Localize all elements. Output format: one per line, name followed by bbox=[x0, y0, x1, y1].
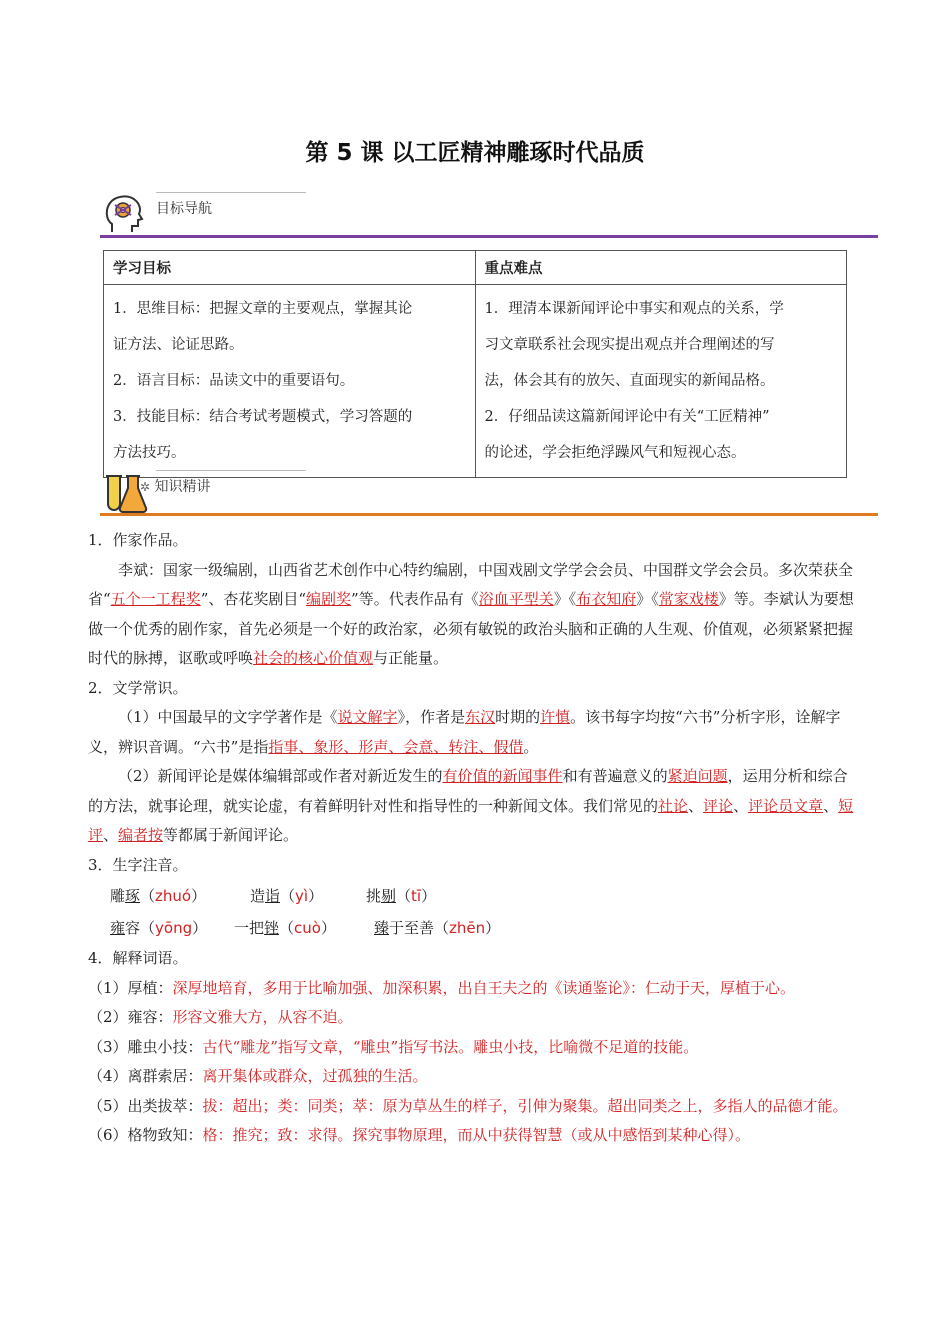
annotated-char: 琢 bbox=[125, 887, 141, 905]
pinyin: yì bbox=[295, 887, 309, 905]
cell-line: 证方法、论证思路。 bbox=[113, 337, 244, 353]
pinyin: yōng bbox=[155, 919, 193, 937]
text: 李斌：国家一级编剧，山西省艺术创作中心特约编剧，中国戏剧文学学会会员、中国群文学会会员。多次荣获全省“ bbox=[88, 560, 854, 608]
text: 等都属于新闻评论。 bbox=[163, 826, 299, 844]
table-cell-goals bbox=[104, 285, 476, 478]
text: 和有普遍意义的 bbox=[562, 767, 668, 785]
definition: 格：推究；致：求得。探究事物原理，而从中获得智慧（或从中感悟到某种心得）。 bbox=[202, 1126, 751, 1144]
cell-line: 的论述，学会拒绝浮躁风气和短视心态。 bbox=[484, 445, 746, 461]
text: 》《 bbox=[553, 590, 577, 608]
head-gear-icon bbox=[102, 192, 148, 236]
section-heading: 4．解释词语。 bbox=[88, 949, 188, 967]
section-label-text: 知识精讲 bbox=[154, 479, 211, 495]
definition-item bbox=[88, 1003, 860, 1033]
text: 、 bbox=[103, 826, 119, 844]
key-term: 五个一工程奖 bbox=[110, 590, 201, 608]
pinyin: zhēn bbox=[449, 919, 486, 937]
pinyin: zhuó bbox=[155, 887, 192, 905]
cell-line: 3．技能目标：结合考试考题模式，学习答题的 bbox=[113, 409, 413, 425]
section-header-goals bbox=[100, 192, 878, 238]
table-header: 重点难点 bbox=[475, 251, 847, 285]
divider bbox=[156, 192, 306, 193]
section-label bbox=[140, 476, 211, 496]
key-term: 社论 bbox=[658, 796, 689, 815]
term: （6）格物致知： bbox=[88, 1126, 203, 1144]
section-label: 目标导航 bbox=[156, 201, 212, 217]
text: 》《 bbox=[636, 590, 659, 608]
text: 、 bbox=[823, 796, 839, 815]
text: 》，作者是 bbox=[397, 708, 466, 726]
page-title: 第 5 课 以工匠精神雕琢时代品质 bbox=[305, 140, 645, 166]
section-heading: 2．文学常识。 bbox=[88, 678, 188, 697]
annotated-char: 剔 bbox=[381, 887, 397, 905]
text: ”等。代表作品有《 bbox=[351, 590, 479, 608]
paragraph-news-commentary bbox=[88, 762, 860, 851]
paragraph-author bbox=[88, 556, 860, 674]
definition-item bbox=[88, 974, 860, 1004]
annotated-char: 诣 bbox=[265, 887, 281, 905]
definition: 形容文雅大方，从容不迫。 bbox=[172, 1008, 353, 1026]
term: （3）雕虫小技： bbox=[88, 1037, 203, 1056]
definition-item bbox=[88, 1062, 860, 1092]
divider bbox=[100, 513, 878, 516]
pinyin-item: 一把锉（cuò） bbox=[234, 919, 336, 937]
goals-table bbox=[103, 250, 847, 478]
key-term: 评论 bbox=[703, 796, 734, 815]
pinyin-row bbox=[88, 912, 860, 944]
pinyin-item: 雕琢（zhuó） bbox=[110, 887, 207, 905]
word-part: 造 bbox=[250, 887, 266, 905]
definition: 深厚地培育，多用于比喻加强、加深积累，出自王夫之的《读通鉴论》：仁动于天，厚植于心。 bbox=[172, 978, 796, 997]
text: 时期的 bbox=[495, 708, 541, 726]
text: ，运用分析和综合的方法，就事论理，就实论虚，有着鲜明针对性和指导性的一种新闻文体。我们常见的 bbox=[88, 767, 848, 815]
definition: 拔：超出；类：同类；萃：原为草丛生的样子，引伸为聚集。超出同类之上，多指人的品德才能。 bbox=[202, 1096, 848, 1115]
annotated-char: 雍 bbox=[110, 919, 126, 937]
definition-item bbox=[88, 1121, 860, 1151]
cell-line: 法，体会其有的放矢、直面现实的新闻品格。 bbox=[484, 373, 775, 389]
term: （1）厚植： bbox=[88, 978, 173, 997]
key-term: 紧迫问题 bbox=[667, 767, 728, 785]
section-heading: 1．作家作品。 bbox=[88, 531, 188, 549]
divider bbox=[100, 235, 878, 238]
pinyin-item: 臻于至善（zhēn） bbox=[374, 919, 501, 937]
divider bbox=[156, 470, 306, 471]
definition: 古代“雕龙”指写文章，“雕虫”指写书法。雕虫小技，比喻微不足道的技能。 bbox=[202, 1037, 699, 1056]
key-term: 说文解字 bbox=[337, 708, 398, 726]
key-term: 布衣知府 bbox=[576, 590, 637, 608]
text: ”、杏花奖剧目“ bbox=[200, 590, 307, 608]
text: 。 bbox=[523, 737, 539, 756]
text: 与正能量。 bbox=[373, 649, 449, 667]
key-term: 许慎 bbox=[540, 708, 571, 726]
table-row bbox=[104, 285, 847, 478]
term: （2）雍容： bbox=[88, 1008, 173, 1026]
pinyin-item: 雍容（yōng） bbox=[110, 919, 208, 937]
table-header: 学习目标 bbox=[104, 251, 476, 285]
cell-line: 2．仔细品读这篇新闻评论中有关“工匠精神” bbox=[484, 409, 770, 425]
cell-line: 习文章联系社会现实提出观点并合理阐述的写 bbox=[484, 337, 775, 353]
section-heading: 3．生字注音。 bbox=[88, 855, 188, 874]
key-term: 有价值的新闻事件 bbox=[442, 767, 563, 785]
table-header-row bbox=[104, 251, 847, 285]
cell-line: 2．语言目标：品读文中的重要语句。 bbox=[113, 373, 355, 389]
text: 》等。李斌认为要想做一个优秀的剧作家，首先必须是一个好的政治家，必须有敏锐的政治头脑和正确的人生观、价值观，必须紧紧把握时代的脉搏，讴歌或呼唤 bbox=[88, 590, 854, 667]
word-part: 一把 bbox=[234, 919, 265, 937]
pinyin-item: 挑剔（tī） bbox=[366, 887, 437, 905]
key-term: 常家戏楼 bbox=[658, 590, 719, 608]
paragraph-shuowen bbox=[88, 703, 860, 762]
text: 。该书每字均按“六书”分析字形，诠解字义，辨识音调。“六书”是指 bbox=[88, 708, 841, 756]
term: （4）离群索居： bbox=[88, 1067, 203, 1085]
annotated-char: 锉 bbox=[264, 919, 280, 937]
pinyin-item: 造诣（yì） bbox=[250, 887, 324, 905]
cell-line: 方法技巧。 bbox=[113, 445, 186, 461]
definition: 离开集体或群众，过孤独的生活。 bbox=[202, 1067, 428, 1085]
pinyin: tī bbox=[411, 887, 422, 905]
word-part: 于至善 bbox=[389, 919, 435, 937]
sparkle-icon: ✲ bbox=[140, 480, 151, 494]
term: （5）出类拔萃： bbox=[88, 1096, 203, 1115]
table-cell-focus bbox=[475, 285, 847, 478]
key-term: 社会的核心价值观 bbox=[253, 649, 374, 667]
key-term: 短评 bbox=[88, 796, 854, 844]
definition-item bbox=[88, 1033, 860, 1063]
key-term: 编者按 bbox=[118, 826, 164, 844]
word-part: 雕 bbox=[110, 887, 126, 905]
knowledge-body bbox=[88, 526, 860, 1151]
cell-line: 1．思维目标：把握文章的主要观点，掌握其论 bbox=[113, 301, 413, 317]
cell-line: 1．理清本课新闻评论中事实和观点的关系，学 bbox=[484, 301, 784, 317]
definition-item bbox=[88, 1092, 860, 1122]
section-header-knowledge bbox=[100, 470, 878, 516]
key-term: 浴血平型关 bbox=[478, 590, 554, 608]
pinyin-row bbox=[88, 880, 860, 912]
word-part: 容 bbox=[125, 919, 141, 937]
text: （1）中国最早的文字学著作是《 bbox=[118, 708, 338, 726]
annotated-char: 臻 bbox=[374, 919, 390, 937]
key-term: 编剧奖 bbox=[306, 590, 352, 608]
key-term: 评论员文章 bbox=[748, 796, 824, 815]
text: 、 bbox=[688, 796, 704, 815]
pinyin: cuò bbox=[294, 919, 321, 937]
key-term: 指事、象形、形声、会意、转注、假借 bbox=[268, 737, 524, 756]
key-term: 东汉 bbox=[465, 708, 496, 726]
word-part: 挑 bbox=[366, 887, 382, 905]
text: 、 bbox=[733, 796, 749, 815]
text: （2）新闻评论是媒体编辑部或作者对新近发生的 bbox=[118, 767, 443, 785]
